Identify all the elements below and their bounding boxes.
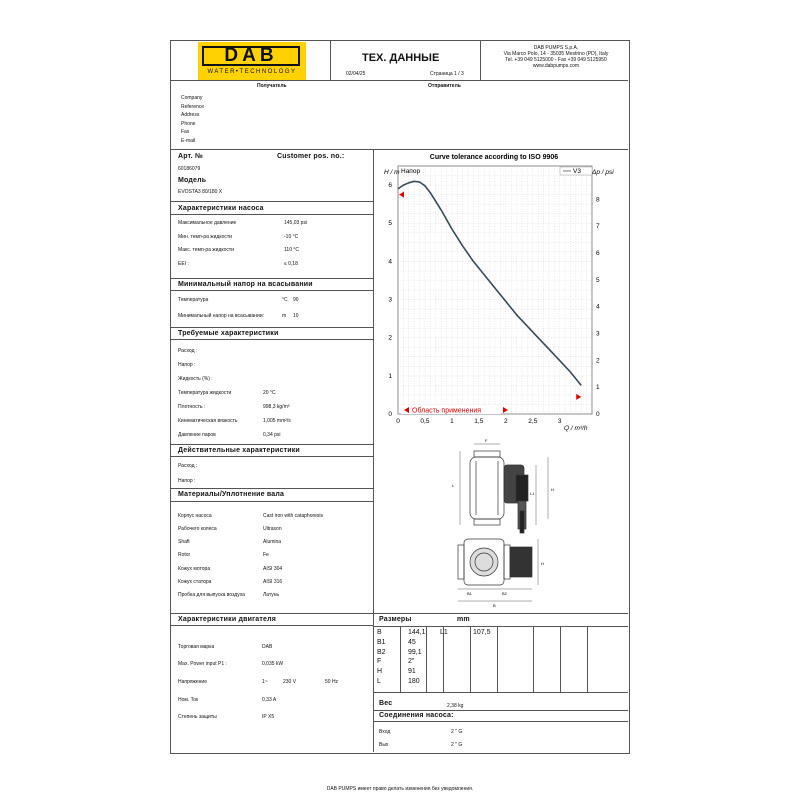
material-label: Корпус насоса — [178, 513, 212, 519]
header-date: 02/04/25 — [346, 71, 366, 77]
contact-field: E-mail — [181, 137, 196, 144]
legend-label: V3 — [573, 168, 581, 175]
y-tick-label: 0 — [388, 411, 392, 418]
dimension-label: B1 — [377, 638, 386, 646]
pump-row-label: Макс. темп-ра жидкости — [178, 247, 234, 253]
materials-title: Материалы/Уплотнение вала — [178, 491, 285, 498]
material-value: Латунь — [263, 592, 280, 598]
dimensions-table — [377, 628, 426, 687]
connections-title: Соединения насоса: — [379, 712, 454, 719]
drawing-label-b2: B2 — [502, 591, 507, 596]
drawing-label-h-top: H — [541, 561, 544, 566]
dimension-row — [377, 667, 426, 677]
actual-title: Действительные характеристики — [178, 447, 300, 454]
dimension-row — [377, 648, 426, 658]
pump-characteristics-title: Характеристики насоса — [178, 205, 264, 212]
plot-area — [388, 166, 600, 425]
dimension-label: B — [377, 629, 382, 636]
page-title: ТЕХ. ДАННЫЕ — [362, 52, 440, 64]
y-tick-label: 5 — [388, 220, 392, 228]
x-tick-label: 3 — [557, 418, 562, 425]
dimension-value: 180 — [408, 677, 420, 685]
y-tick-label: 1 — [388, 372, 392, 380]
dimensions-unit: mm — [457, 616, 470, 623]
pump-row-value: ≤ 0,18 — [284, 261, 298, 267]
model-label: Модель — [178, 177, 207, 184]
material-value: Fe — [263, 552, 269, 558]
actual-row-label: Расход : — [178, 463, 198, 469]
contact-field: Phone — [181, 120, 196, 127]
pump-row-label: Мин. темп-ра жидкости — [178, 234, 232, 240]
dimension-value: 45 — [408, 638, 416, 646]
dimension-label: L — [377, 677, 381, 685]
y-tick-label: 6 — [388, 182, 392, 190]
suction-row-label: Минимальный напор на всасывании: — [178, 313, 265, 319]
motor-brand-label: Торговая марка — [178, 644, 215, 650]
y-tick-label: 2 — [388, 334, 392, 342]
recipient-label: Получатель — [257, 83, 287, 89]
motor-phase: 1~ — [262, 679, 268, 685]
motor-title: Характеристики двигателя — [178, 616, 277, 623]
required-row-value: 20 °C — [263, 390, 276, 396]
dimension-value: 144,1 — [408, 629, 426, 636]
drawing-label-l: L — [452, 483, 455, 488]
required-row-label: Кинематическая вязкость — [178, 418, 238, 424]
motor-current-value: 0,33 A — [262, 697, 277, 703]
motor-frequency: 50 Hz — [325, 679, 339, 685]
dimension-row — [377, 638, 426, 648]
contact-field: Fax — [181, 129, 190, 135]
y-tick-label-right: 8 — [596, 196, 600, 204]
dimension-value: 99,1 — [408, 648, 422, 656]
connection-label: Вход — [379, 729, 391, 735]
company-line: www.dabpumps.com — [532, 63, 580, 69]
motor-power-value: 0,035 kW — [262, 661, 284, 667]
drawing-label-h-side: H — [551, 487, 554, 492]
motor-power-label: Max. Power input P1 : — [178, 661, 227, 667]
suction-row-label: Температура — [178, 297, 209, 303]
drawing-label-l1: L1 — [530, 491, 535, 496]
required-row-label: Расход : — [178, 348, 198, 354]
dimension-value: 91 — [408, 668, 416, 676]
y-tick-label: 4 — [388, 258, 392, 266]
pump-curve-chart — [374, 150, 628, 440]
x-tick-label: 2,5 — [528, 418, 538, 425]
dab-logo — [198, 42, 306, 80]
drawing-label-b: B — [493, 603, 496, 608]
required-row-label: Напор : — [178, 362, 196, 368]
material-value: Alumina — [263, 539, 282, 545]
motor-protection-value: IP X5 — [262, 714, 275, 720]
pump-row-value: 110 °C — [284, 247, 299, 253]
art-number: 60186079 — [178, 166, 201, 172]
pump-row-value: -10 °C — [284, 234, 299, 240]
suction-row-value: 90 — [293, 297, 299, 303]
range-arrow-right — [503, 407, 508, 413]
customer-pos-label: Customer pos. no.: — [277, 153, 345, 160]
art-label: Арт. № — [178, 153, 203, 160]
company-line: DAB PUMPS S.p.A. — [533, 45, 579, 51]
y-tick-label-right: 3 — [596, 330, 600, 338]
material-label: Рабочего колеса — [178, 526, 217, 532]
company-info — [486, 45, 626, 69]
y-tick-label-right: 4 — [596, 303, 600, 311]
contact-field: Company — [181, 95, 203, 101]
required-row-label: Температура жидкости — [178, 390, 232, 396]
dimension-label: F — [377, 658, 382, 666]
dimension-row — [377, 657, 426, 667]
required-title: Требуемые характеристики — [178, 330, 279, 337]
company-line: Tel. +39 049 5125000 - Fax +39 049 5125950 — [505, 57, 607, 63]
model-value: EVOSTA3 80/180 X — [178, 189, 223, 195]
weight-value: 2,38 kg — [447, 703, 464, 709]
material-label: Rotor — [178, 552, 191, 558]
y-axis-label-right: Δp / psi — [592, 169, 614, 176]
company-line: Via Marco Polo, 14 - 35035 Mestrino (PD), Italy — [503, 51, 609, 57]
range-start-marker — [399, 192, 404, 198]
connection-value: 2 " G — [451, 729, 463, 735]
y-tick-label-right: 1 — [596, 384, 600, 392]
connection-label: Вых — [379, 742, 389, 748]
actual-row-label: Напор : — [178, 478, 196, 484]
drawing-label-b1: B1 — [467, 591, 472, 596]
contact-field: Reference — [181, 103, 205, 110]
y-tick-label-right: 2 — [596, 357, 600, 365]
required-row-label: Давление паров — [178, 432, 216, 438]
suction-row-unit: °C — [282, 297, 288, 303]
required-row-label: Жидкость (%) : — [178, 376, 213, 382]
required-row-value: 998,3 kg/m³ — [263, 404, 290, 410]
motor-voltage: 230 V — [283, 679, 297, 685]
pump-row-label: EEI : — [178, 261, 189, 267]
connection-value: 2 " G — [451, 742, 463, 748]
required-row-value: 0,34 psi — [263, 432, 281, 438]
dimension-value: 2" — [408, 658, 415, 666]
pump-side-view — [460, 444, 548, 533]
contact-fields — [181, 94, 204, 145]
material-label: Пробка для выпуска воздуха — [178, 592, 245, 598]
contact-field: Address — [181, 112, 200, 118]
range-end-marker — [576, 394, 581, 400]
y-tick-label-right: 7 — [596, 223, 600, 231]
y-tick-label-right: 0 — [596, 411, 600, 418]
material-label: Кожух мотора — [178, 566, 211, 572]
y-tick-label-right: 6 — [596, 249, 600, 257]
application-range-label: Область применения — [412, 407, 482, 415]
dimension-l1-label: L1 — [440, 629, 448, 636]
material-label: Shaft — [178, 539, 190, 545]
y-tick-label: 3 — [388, 296, 392, 304]
sender-label: Отправитель — [428, 83, 461, 89]
series-label: Напор — [401, 168, 421, 175]
y-tick-label-right: 5 — [596, 276, 600, 284]
dimension-label: H — [377, 668, 383, 676]
dimension-row — [377, 628, 426, 638]
weight-label: Вес — [379, 700, 393, 707]
footer-note: DAB PUMPS имеет право делать изменения без уведомления. — [326, 786, 474, 792]
pump-dimension-drawing — [440, 435, 560, 611]
x-tick-label: 0 — [396, 418, 400, 425]
dimension-row — [377, 677, 426, 687]
pump-row-label: Максимальное давление — [178, 220, 237, 226]
y-axis-label-left: H / m — [384, 169, 400, 176]
motor-protection-label: Степень защиты — [178, 714, 217, 720]
motor-current-label: Ном. Ток — [178, 697, 199, 703]
x-tick-label: 1 — [450, 418, 454, 425]
header-page: Страница 1 / 3 — [430, 71, 464, 77]
x-axis-label: Q / m³/h — [564, 425, 588, 432]
material-value: AISI 304 — [263, 566, 283, 572]
suction-head-title: Минимальный напор на всасывании — [178, 281, 313, 288]
x-tick-label: 2 — [503, 418, 508, 425]
suction-row-unit: m — [282, 313, 287, 319]
dimensions-title: Размеры — [379, 616, 412, 623]
pump-row-value: 145,03 psi — [284, 220, 308, 226]
material-label: Кожух статора — [178, 579, 212, 585]
material-value: Cast iron with cataphoresis — [263, 513, 324, 519]
chart-title: Curve tolerance according to ISO 9906 — [429, 154, 559, 161]
x-tick-label: 0,5 — [420, 418, 430, 425]
required-row-value: 1,005 mm²/s — [263, 418, 291, 424]
material-value: Ultrason — [263, 526, 282, 532]
motor-voltage-label: Напряжение — [178, 679, 207, 685]
motor-brand-value: DAB — [262, 644, 273, 650]
logo-text: DAB — [224, 45, 278, 66]
dimension-label: B2 — [377, 648, 386, 656]
x-tick-label: 1,5 — [474, 418, 484, 425]
logo-subtext: WATER•TECHNOLOGY — [207, 69, 297, 75]
required-row-label: Плотность : — [178, 404, 206, 410]
drawing-label-f: F — [485, 438, 488, 443]
dimension-l1-value: 107,5 — [473, 629, 491, 636]
material-value: AISI 316 — [263, 579, 283, 585]
suction-row-value: 10 — [293, 313, 299, 319]
